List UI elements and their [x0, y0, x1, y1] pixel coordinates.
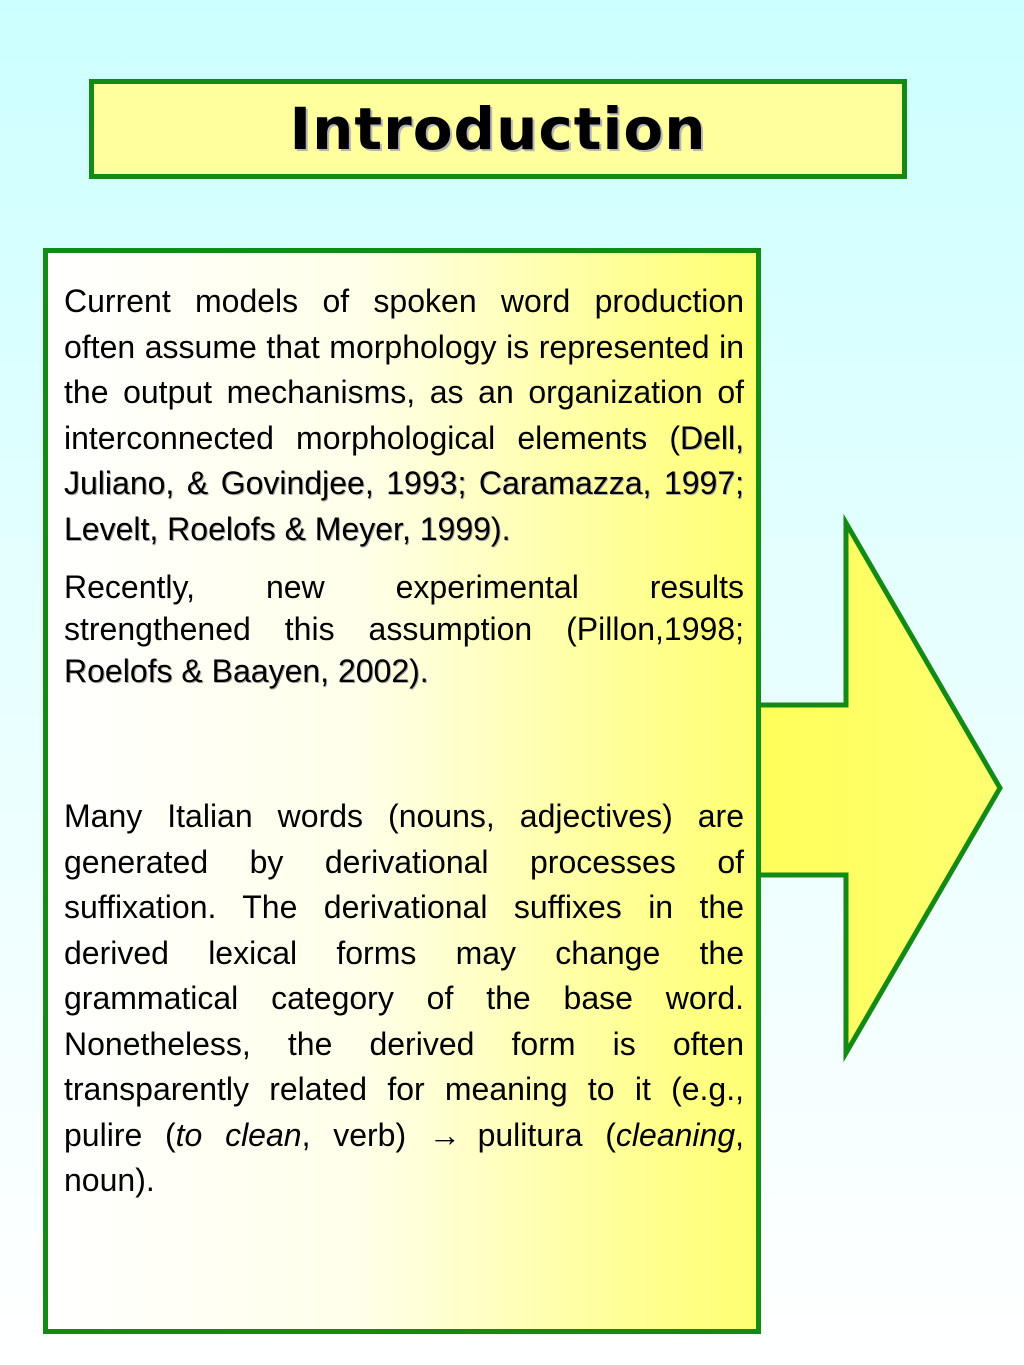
arrow-right-icon: →: [428, 1116, 461, 1153]
paragraph-italian-text-d: , noun).: [64, 1116, 745, 1198]
italic-to-clean: to clean: [175, 1116, 302, 1153]
italic-cleaning: cleaning: [615, 1116, 736, 1153]
page-title: Introduction: [289, 95, 707, 163]
paragraph-recently-text: Recently, new experimental results strengthened this assumption (Pillon,1998;: [64, 569, 744, 647]
paragraph-italian-text-c: pulitura (: [454, 1116, 616, 1153]
citation-roelofs: Roelofs & Baayen, 2002).: [64, 653, 429, 689]
paragraph-italian: [64, 794, 744, 1204]
paragraph-models-text: Current models of spoken word production often assume that morphology is represented in the output mechanisms, as an organization of interconnected morphological elements (: [64, 283, 744, 456]
paragraph-italian-text-b: , verb): [301, 1116, 429, 1153]
paragraph-models: [64, 279, 744, 552]
paragraph-recently: [64, 566, 744, 692]
citation-dell: Dell, Juliano, & Govindjee, 1993; Caramazza, 1997; Levelt, Roelofs & Meyer, 1999).: [64, 419, 744, 547]
content-box: [43, 248, 761, 1334]
paragraph-italian-text-a: Many Italian words (nouns, adjectives) are generated by derivational processes of suffixation. The derivational suffixes in the derived lexical forms may change the grammatical category of the base word. Nonetheless, the derived form is often transparently related for meaning to it (e.g., pulire (: [64, 798, 744, 1153]
